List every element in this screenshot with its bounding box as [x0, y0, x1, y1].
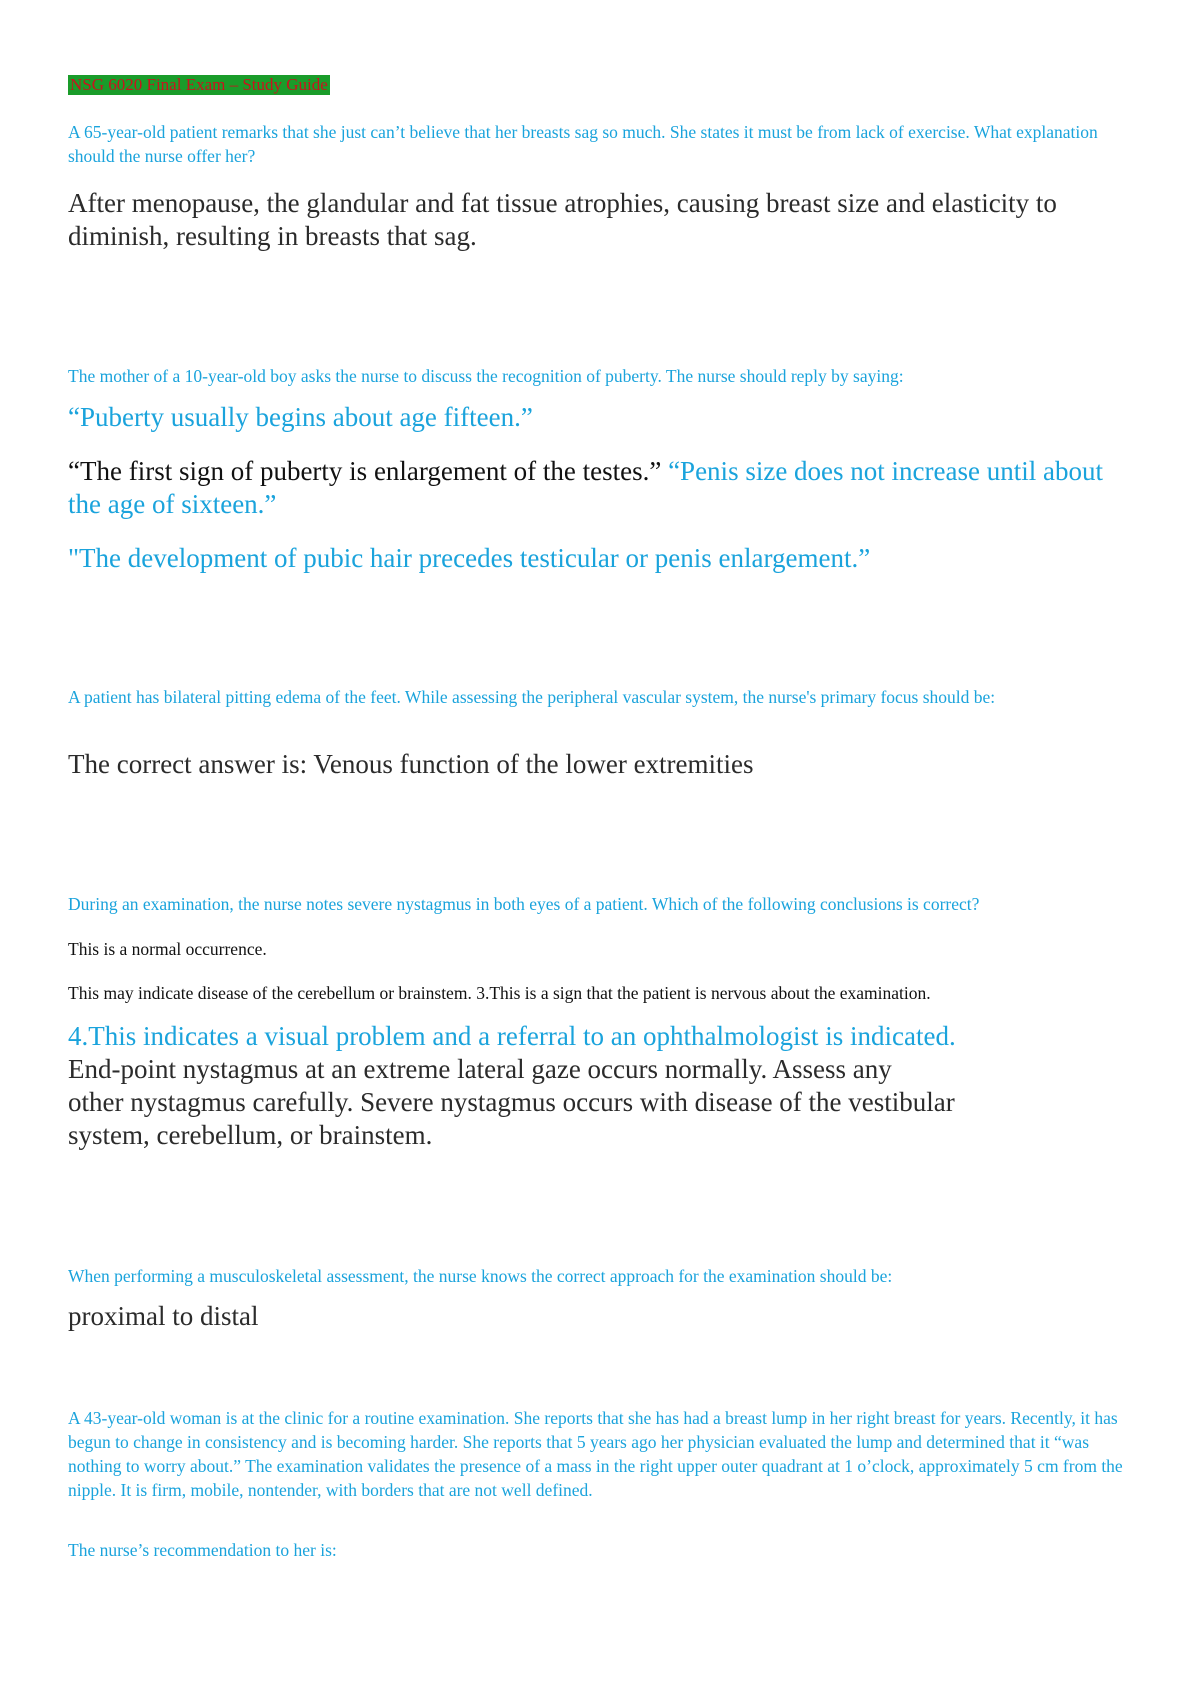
question-6-prompt: The nurse’s recommendation to her is: — [68, 1540, 337, 1560]
title-block — [68, 75, 1128, 95]
answer-3: The correct answer is: Venous function of the lower extremities — [68, 749, 754, 779]
option-2-4: "The development of pubic hair precedes testicular or penis enlargement.” — [68, 543, 871, 573]
answer-5: proximal to distal — [68, 1301, 259, 1331]
question-3: A patient has bilateral pitting edema of the feet. While assessing the peripheral vascular system, the nurse's primary focus should be: — [68, 687, 996, 707]
rationale-4-line-3: system, cerebellum, or brainstem. — [68, 1120, 433, 1150]
question-6: A 43-year-old woman is at the clinic for a routine examination. She reports that she has had a breast lump in her right breast for years. Recently, it has begun to change in consistency and is becoming harder. She reports that 5 years ago her physician evaluated the lump and determined that it “was nothing to worry about.” The examination validates the presence of a mass in the right upper outer quadrant at 1 o’clock, approximately 5 cm from the nipple. It is firm, mobile, nontender, with borders that are not well defined. — [68, 1408, 1123, 1500]
question-2: The mother of a 10-year-old boy asks the nurse to discuss the recognition of puberty. The nurse should reply by saying: — [68, 366, 904, 386]
option-4-2-3: This may indicate disease of the cerebellum or brainstem. 3.This is a sign that the patient is nervous about the examination. — [68, 983, 931, 1003]
rationale-4-line-2: other nystagmus carefully. Severe nystagmus occurs with disease of the vestibular — [68, 1087, 955, 1117]
question-4: During an examination, the nurse notes severe nystagmus in both eyes of a patient. Which of the following conclusions is correct? — [68, 894, 980, 914]
option-4-1: This is a normal occurrence. — [68, 939, 267, 959]
option-2-1: “Puberty usually begins about age fifteen.” — [68, 402, 533, 432]
rationale-4-line-1: End-point nystagmus at an extreme lateral gaze occurs normally. Assess any — [68, 1054, 892, 1084]
option-4-4: 4.This indicates a visual problem and a referral to an ophthalmologist is indicated. — [68, 1021, 956, 1051]
option-2-2-correct: “The first sign of puberty is enlargement of the testes.” — [68, 456, 662, 486]
answer-1: After menopause, the glandular and fat tissue atrophies, causing breast size and elasticity to diminish, resulting in breasts that sag. — [68, 188, 1057, 251]
question-1: A 65-year-old patient remarks that she just can’t believe that her breasts sag so much. She states it must be from lack of exercise. What explanation should the nurse offer her? — [68, 122, 1098, 166]
option-2-3: “Penis size does not increase until about the age of sixteen.” — [68, 456, 1103, 519]
options-2-2-3 — [68, 455, 1128, 521]
document-title: NSG 6020 Final Exam – Study Guide — [70, 75, 328, 94]
question-5: When performing a musculoskeletal assessment, the nurse knows the correct approach for the examination should be: — [68, 1266, 893, 1286]
